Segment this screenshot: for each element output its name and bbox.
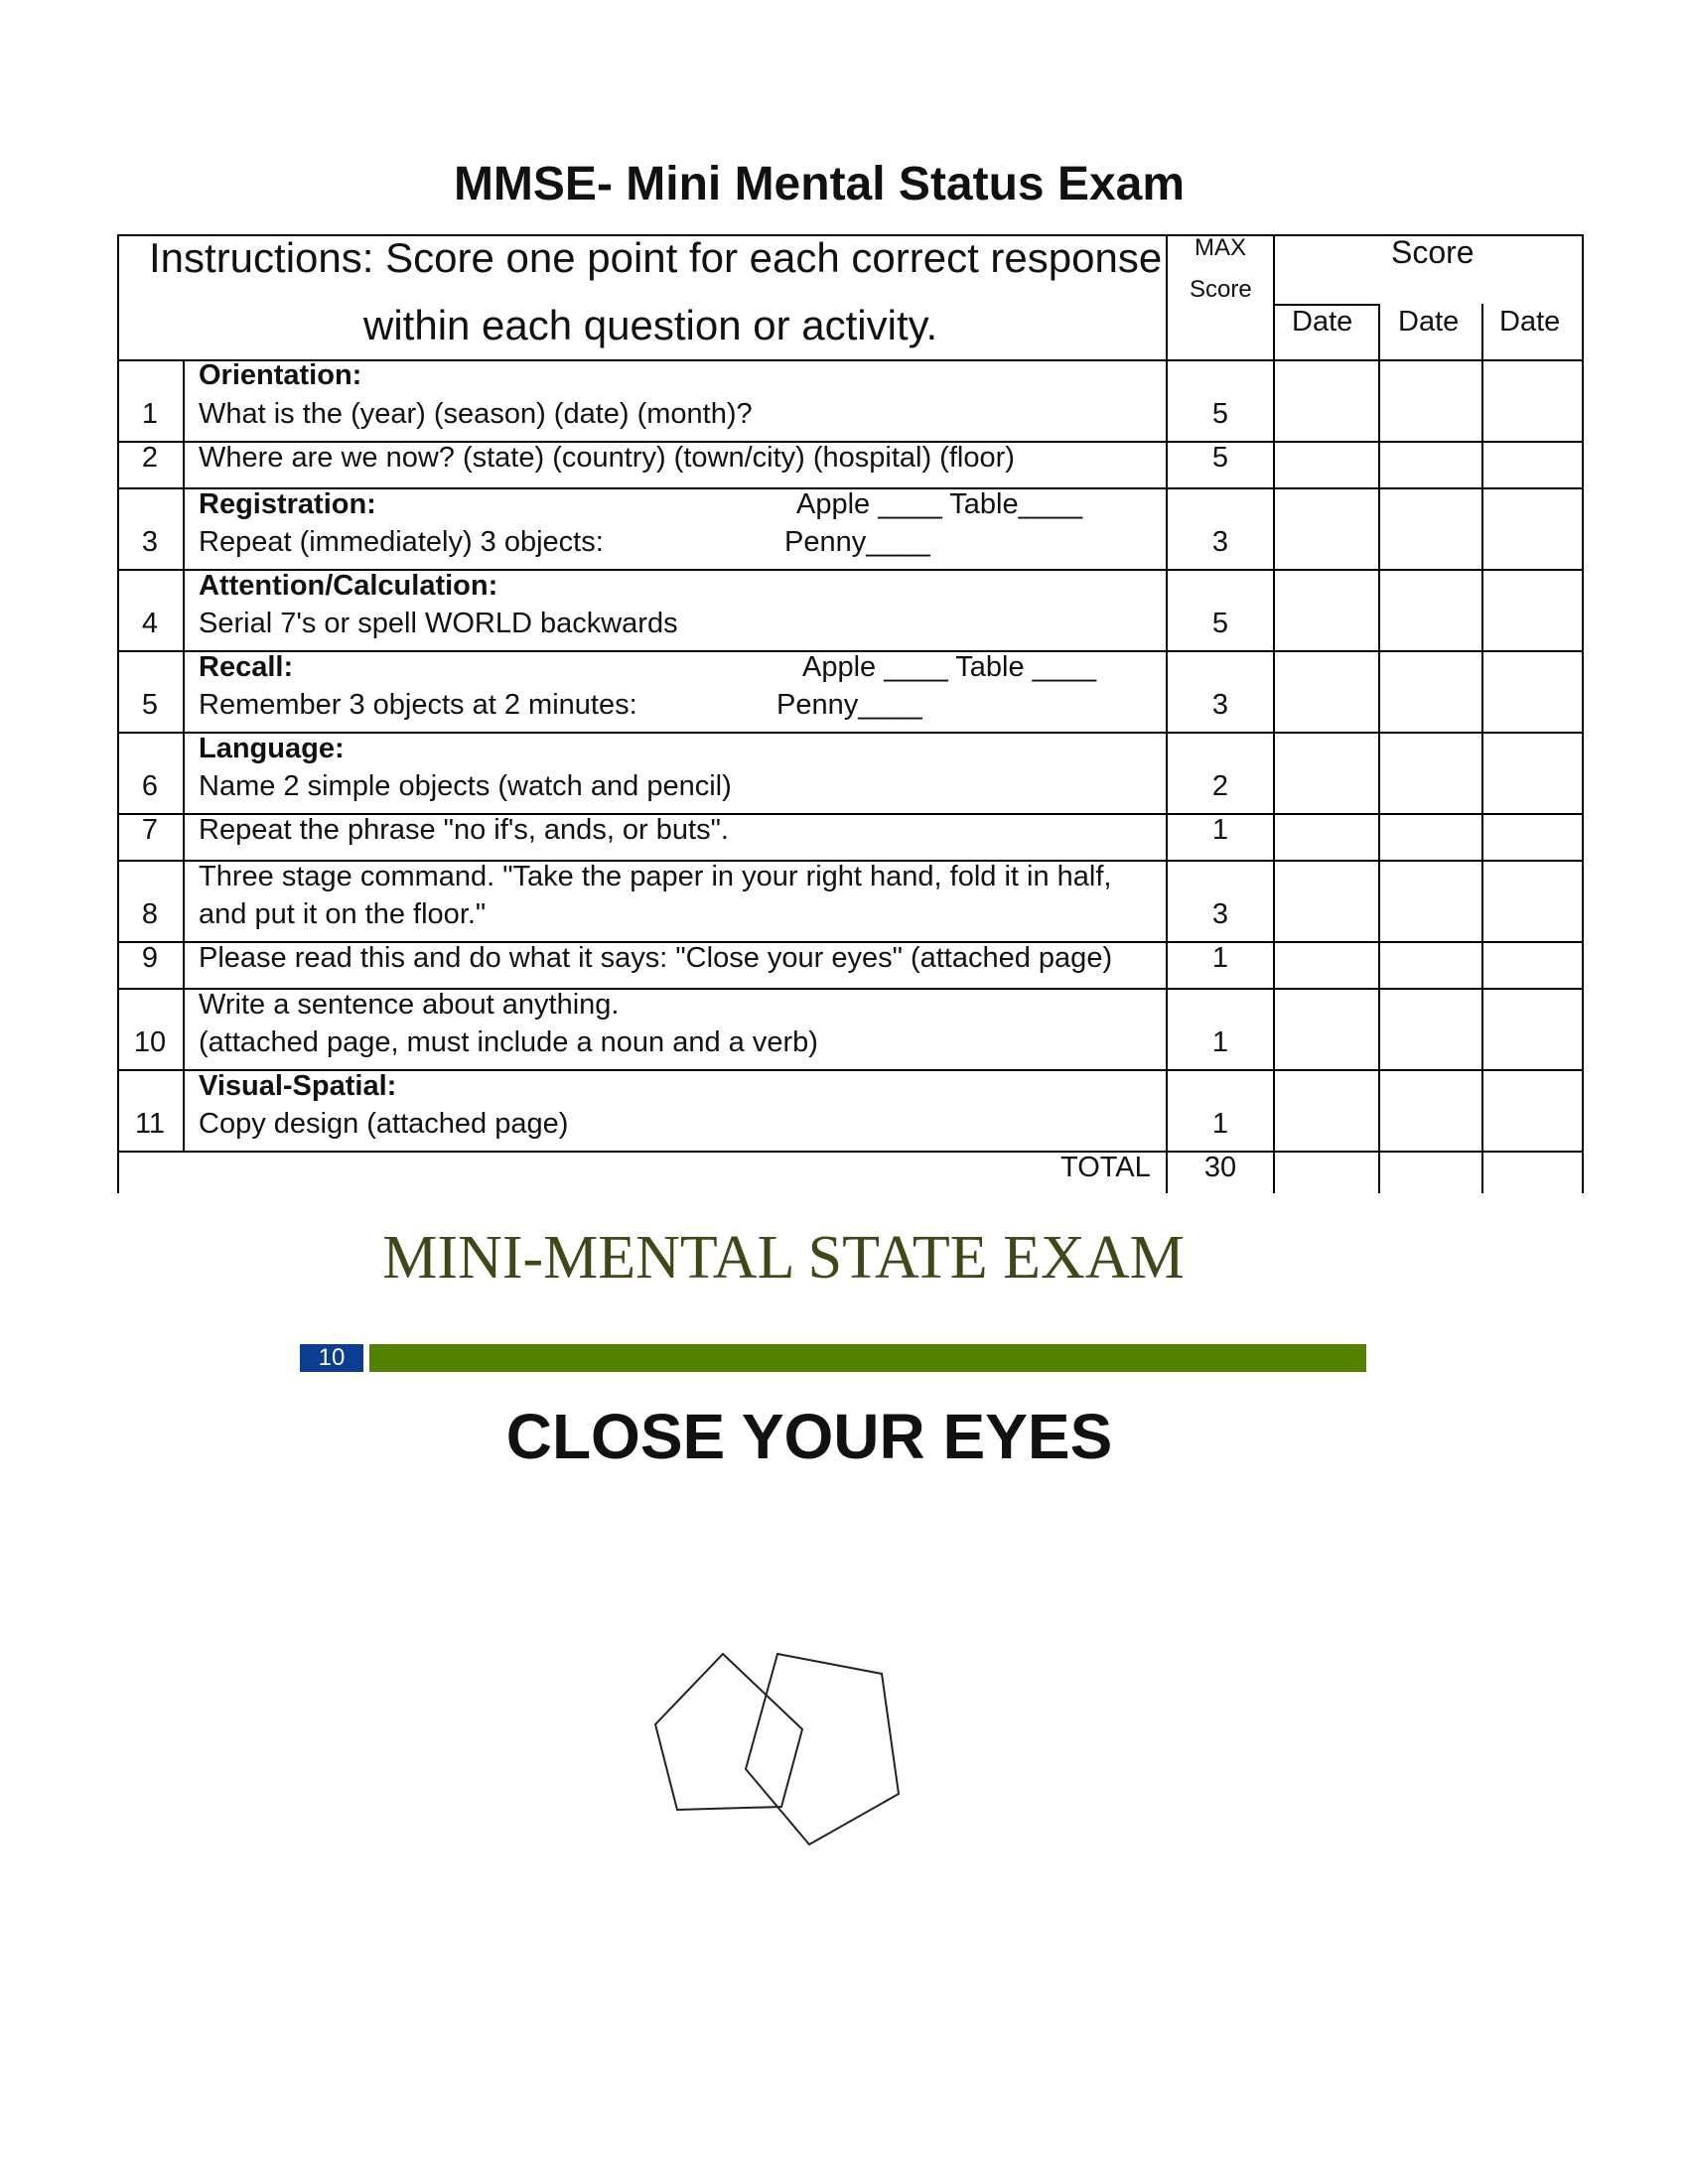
row-10-number: 10	[133, 1026, 167, 1058]
row-8-line-1: Three stage command. "Take the paper in your right hand, fold it in half,	[199, 861, 1112, 892]
row-1-heading: Orientation:	[199, 359, 362, 391]
intersecting-pentagons-figure	[635, 1648, 914, 1846]
row-9-text: Please read this and do what it says: "Close your eyes" (attached page)	[199, 942, 1113, 974]
row-4-max: 5	[1211, 608, 1229, 639]
row-6-heading: Language:	[199, 733, 345, 764]
pentagon-left	[655, 1654, 802, 1810]
row-9-max: 1	[1211, 942, 1229, 974]
row-1-text: What is the (year) (season) (date) (month)?	[199, 398, 753, 430]
row-6-text: Name 2 simple objects (watch and pencil)	[199, 770, 732, 802]
row-2-max: 5	[1211, 442, 1229, 474]
max-label: MAX	[1195, 234, 1247, 261]
row-10-text: (attached page, must include a noun and a verb)	[199, 1026, 818, 1058]
instructions-line-2: within each question or activity.	[363, 302, 938, 348]
row-1-number: 1	[141, 398, 159, 430]
row-10-line-1: Write a sentence about anything.	[199, 989, 620, 1021]
row-3-max: 3	[1211, 526, 1229, 558]
total-value: 30	[1203, 1152, 1237, 1183]
row-8-max: 3	[1211, 898, 1229, 930]
total-label: TOTAL	[1060, 1152, 1151, 1183]
row-11-heading: Visual-Spatial:	[199, 1070, 397, 1102]
row-6-max: 2	[1211, 770, 1229, 802]
row-5-number: 5	[141, 689, 159, 721]
score-header: Score	[1391, 234, 1475, 270]
date-header-3: Date	[1499, 306, 1561, 338]
mmse-score-table	[117, 234, 1584, 1193]
row-3-objects-1: Apple ____ Table____	[796, 488, 1083, 520]
row-11-max: 1	[1211, 1108, 1229, 1140]
row-5-objects-1: Apple ____ Table ____	[802, 651, 1097, 683]
row-1-max: 5	[1211, 398, 1229, 430]
date-header-1: Date	[1292, 306, 1353, 338]
instructions-line-1: Instructions: Score one point for each correct response	[149, 234, 1163, 281]
row-4-number: 4	[141, 608, 159, 639]
date-header-2: Date	[1398, 306, 1460, 338]
row-5-objects-2: Penny____	[776, 689, 922, 721]
row-4-text: Serial 7's or spell WORLD backwards	[199, 608, 678, 639]
row-3-text: Repeat (immediately) 3 objects:	[199, 526, 604, 558]
row-10-max: 1	[1211, 1026, 1229, 1058]
row-5-max: 3	[1211, 689, 1229, 721]
row-6-number: 6	[141, 770, 159, 802]
row-11-number: 11	[134, 1108, 166, 1140]
close-your-eyes-text: CLOSE YOUR EYES	[505, 1401, 1113, 1472]
green-divider-bar	[369, 1344, 1366, 1372]
pentagon-right	[746, 1654, 899, 1844]
row-3-heading: Registration:	[199, 488, 376, 520]
row-9-number: 9	[141, 942, 159, 974]
page-number-badge: 10	[300, 1344, 363, 1372]
row-11-text: Copy design (attached page)	[199, 1108, 569, 1140]
section-title: MINI-MENTAL STATE EXAM	[382, 1224, 1185, 1292]
page-title: MMSE- Mini Mental Status Exam	[453, 158, 1186, 210]
row-2-number: 2	[141, 442, 159, 474]
row-8-number: 8	[141, 898, 159, 930]
row-5-heading: Recall:	[199, 651, 294, 683]
row-7-text: Repeat the phrase "no if's, ands, or buts".	[199, 814, 729, 846]
row-7-max: 1	[1211, 814, 1229, 846]
row-8-text: and put it on the floor."	[199, 898, 487, 930]
row-3-objects-2: Penny____	[784, 526, 930, 558]
row-3-number: 3	[141, 526, 159, 558]
row-4-heading: Attention/Calculation:	[199, 570, 498, 602]
max-score-label: Score	[1190, 276, 1252, 303]
row-7-number: 7	[141, 814, 159, 846]
row-5-text: Remember 3 objects at 2 minutes:	[199, 689, 637, 721]
row-2-text: Where are we now? (state) (country) (town/city) (hospital) (floor)	[199, 442, 1015, 474]
